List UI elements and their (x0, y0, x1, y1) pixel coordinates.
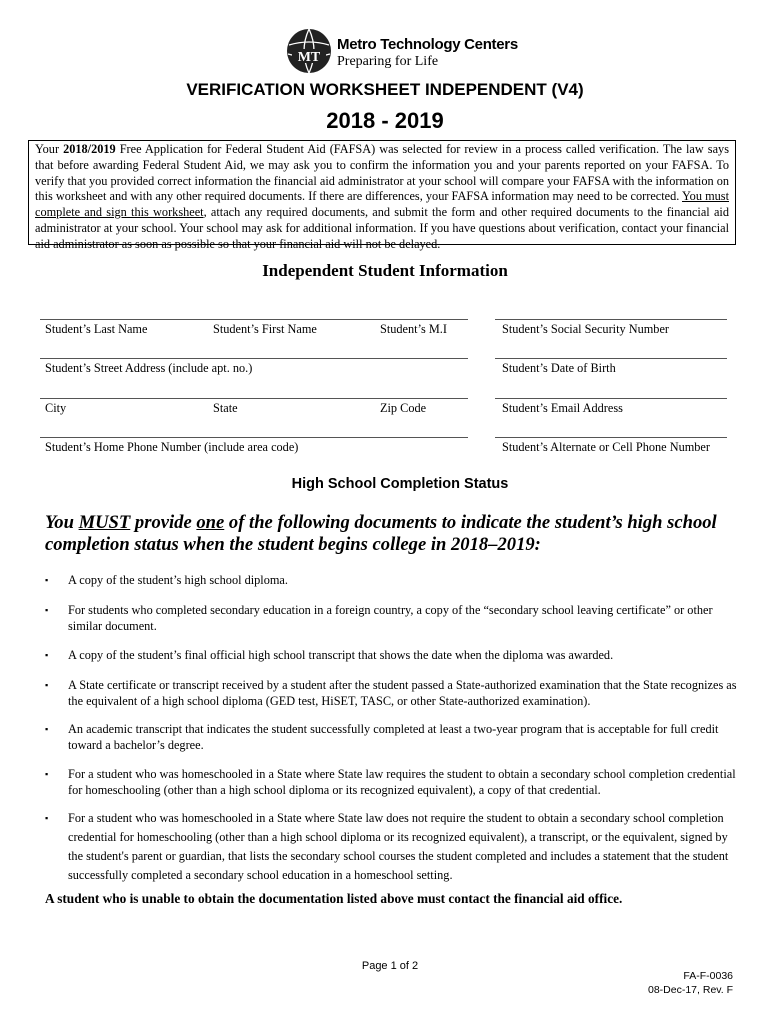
logo (285, 27, 518, 75)
list-item: A copy of the student’s high school diploma. (68, 573, 288, 587)
last-name-label: Student’s Last Name (45, 322, 148, 336)
home-phone-label: Student’s Home Phone Number (include area code) (45, 440, 299, 454)
alt-phone-label: Student’s Alternate or Cell Phone Number (502, 440, 710, 454)
address-label: Student’s Street Address (include apt. no.) (45, 361, 253, 375)
logo-name: Metro Technology Centers (337, 36, 518, 53)
first-name-label: Student’s First Name (213, 322, 317, 336)
dob-label: Student’s Date of Birth (502, 361, 616, 375)
ssn-line[interactable] (495, 319, 727, 320)
logo-tagline: Preparing for Life (337, 54, 439, 69)
city-state-zip-line[interactable] (40, 398, 468, 399)
home-phone-line[interactable] (40, 437, 468, 438)
bullet-icon: ▪ (45, 724, 49, 734)
hs-section-title: High School Completion Status (291, 476, 509, 492)
dob-line[interactable] (495, 358, 727, 359)
bullet-icon: ▪ (45, 813, 49, 823)
intro-part2: , attach any required documents, and submit the form and other required documents to the financial aid administrator at your school. Your school may ask for additional information. If you have questions about verification, contact your financial aid administrator as soon as possible so that your financial aid will not be delayed. (35, 205, 729, 251)
award-year: 2018 - 2019 (326, 108, 444, 133)
email-line[interactable] (495, 398, 727, 399)
list-item: A copy of the student’s final official high school transcript that shows the date when the diploma was awarded. (68, 648, 614, 662)
mi-label: Student’s M.I (380, 322, 447, 336)
last-name-line[interactable] (40, 319, 468, 320)
ssn-label: Student’s Social Security Number (502, 322, 670, 336)
email-label: Student’s Email Address (502, 401, 623, 415)
must-you: You (45, 512, 79, 533)
form-id: FA-F-0036 (683, 970, 733, 982)
form-revision: 08-Dec-17, Rev. F (648, 984, 733, 996)
page-number: Page 1 of 2 (361, 960, 419, 972)
globe-logo-icon (285, 27, 333, 75)
bullet-icon: ▪ (45, 575, 49, 585)
list-item: For a student who was homeschooled in a State where State law requires the student to obtain a secondary school completion credential for homeschooling (other than a high school diploma or its recognized equivalent), a copy of that credential. (68, 767, 736, 797)
one-word: one (196, 512, 225, 533)
form-number (648, 969, 733, 997)
must-provide-statement (45, 512, 745, 556)
logo-monogram: MT (297, 50, 321, 65)
list-item: An academic transcript that indicates the student successfully completed at least a two-year program that is acceptable for full credit toward a bachelor’s degree. (68, 722, 719, 752)
must-rest: of the following documents to indicate the student’s high school completion status when the student begins college in 2018–2019: (45, 512, 717, 555)
page-title: VERIFICATION WORKSHEET INDEPENDENT (V4) (186, 80, 584, 99)
address-line[interactable] (40, 358, 468, 359)
must-word: MUST (78, 512, 131, 533)
bullet-icon: ▪ (45, 769, 49, 779)
section-title: Independent Student Information (262, 261, 508, 280)
bullet-icon: ▪ (45, 650, 49, 660)
intro-your: Your (35, 142, 64, 156)
list-item: For a student who was homeschooled in a State where State law does not require the student to obtain a secondary school completion credential for homeschooling (other than a high school diploma or its recognized equivalent), a transcript, or the equivalent, signed by the student's parent or guardian, that lists the secondary school courses the student completed and includes a statement that the student successfully completed a secondary school education in a homeschool setting. (68, 811, 729, 882)
state-label: State (213, 401, 238, 415)
list-item: A State certificate or transcript received by a student after the student passed a State-authorized examination that the State recognizes as the equivalent of a high school diploma (GED test, HiSET, TASC, or other State-authorized examination). (68, 678, 737, 708)
intro-year: 2018/2019 (63, 142, 116, 156)
alt-phone-line[interactable] (495, 437, 727, 438)
closing-statement: A student who is unable to obtain the documentation listed above must contact the financial aid office. (45, 891, 623, 906)
zip-label: Zip Code (380, 401, 427, 415)
city-label: City (45, 401, 67, 415)
list-item: For students who completed secondary education in a foreign country, a copy of the “secondary school leaving certificate” or other similar document. (68, 603, 713, 633)
bullet-icon: ▪ (45, 680, 49, 690)
intro-underlined: You must complete and sign this worksheet (35, 189, 729, 220)
bullet-icon: ▪ (45, 605, 49, 615)
intro-part1: Free Application for Federal Student Aid (FAFSA) was selected for review in a process called verification. The law says that before awarding Federal Student Aid, we may ask you to confirm the information you and your parents reported on your FAFSA. To verify that you provided correct information the financial aid administrator at your school will compare your FAFSA with the information on this worksheet and with any other required documents. If there are differences, your FAFSA information may need to be corrected. (35, 142, 729, 204)
must-provide: provide (130, 512, 197, 533)
intro-box (28, 140, 736, 251)
